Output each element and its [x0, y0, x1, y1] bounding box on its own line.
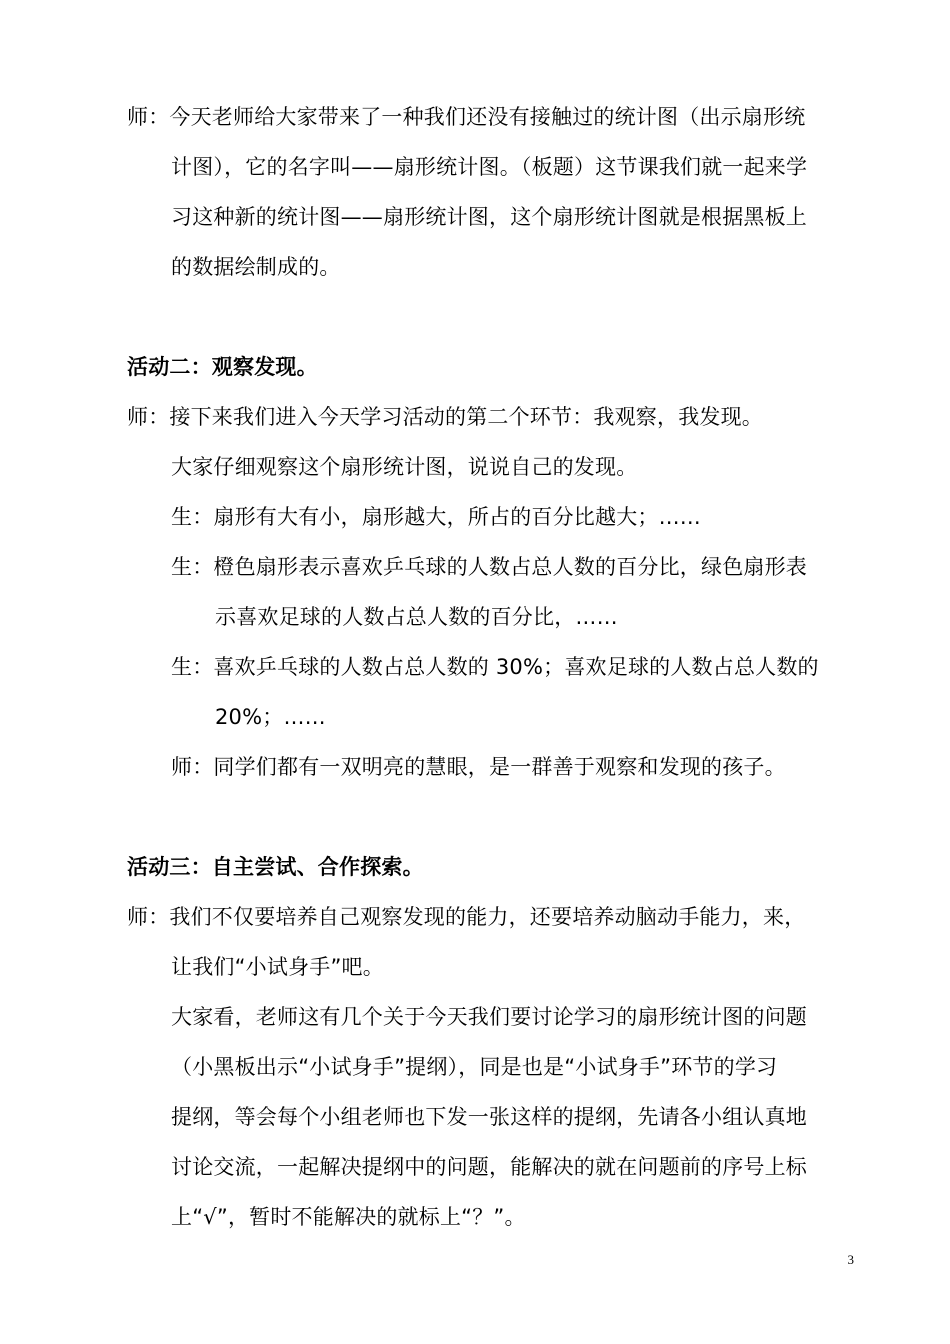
paragraph-line: 上“√”，暂时不能解决的就标上“？”。	[171, 1205, 526, 1229]
paragraph-line: 提纲，等会每个小组老师也下发一张这样的提纲，先请各小组认真地	[171, 1105, 807, 1129]
section-heading: 活动三：自主尝试、合作探索。	[127, 855, 424, 879]
paragraph-line: 生：橙色扇形表示喜欢乒乓球的人数占总人数的百分比，绿色扇形表	[171, 555, 807, 579]
paragraph-line: 的数据绘制成的。	[171, 255, 341, 279]
paragraph-line: 师：今天老师给大家带来了一种我们还没有接触过的统计图（出示扇形统	[127, 105, 806, 129]
section-heading: 活动二：观察发现。	[127, 355, 318, 379]
paragraph-line: 大家看，老师这有几个关于今天我们要讨论学习的扇形统计图的问题	[171, 1005, 807, 1029]
paragraph-line: 大家仔细观察这个扇形统计图，说说自己的发现。	[171, 455, 638, 479]
paragraph-line: 生：扇形有大有小，扇形越大，所占的百分比越大；……	[171, 505, 701, 529]
paragraph-line: （小黑板出示“小试身手”提纲），同是也是“小试身手”环节的学习	[171, 1055, 778, 1079]
paragraph-line: 让我们“小试身手”吧。	[171, 955, 384, 979]
paragraph-line: 师：接下来我们进入今天学习活动的第二个环节：我观察，我发现。	[127, 405, 763, 429]
paragraph-line: 20%；……	[215, 705, 326, 729]
paragraph-line: 示喜欢足球的人数占总人数的百分比，……	[215, 605, 618, 629]
paragraph-line: 习这种新的统计图——扇形统计图，这个扇形统计图就是根据黑板上	[171, 205, 807, 229]
paragraph-line: 计图），它的名字叫——扇形统计图。（板题）这节课我们就一起来学	[171, 155, 808, 179]
page-number: 3	[847, 1252, 854, 1267]
paragraph-line: 生：喜欢乒乓球的人数占总人数的 30%；喜欢足球的人数占总人数的	[171, 655, 819, 679]
paragraph-line: 师：同学们都有一双明亮的慧眼，是一群善于观察和发现的孩子。	[171, 755, 786, 779]
paragraph-line: 师：我们不仅要培养自己观察发现的能力，还要培养动脑动手能力，来，	[127, 905, 806, 929]
paragraph-line: 讨论交流，一起解决提纲中的问题，能解决的就在问题前的序号上标	[171, 1155, 807, 1179]
